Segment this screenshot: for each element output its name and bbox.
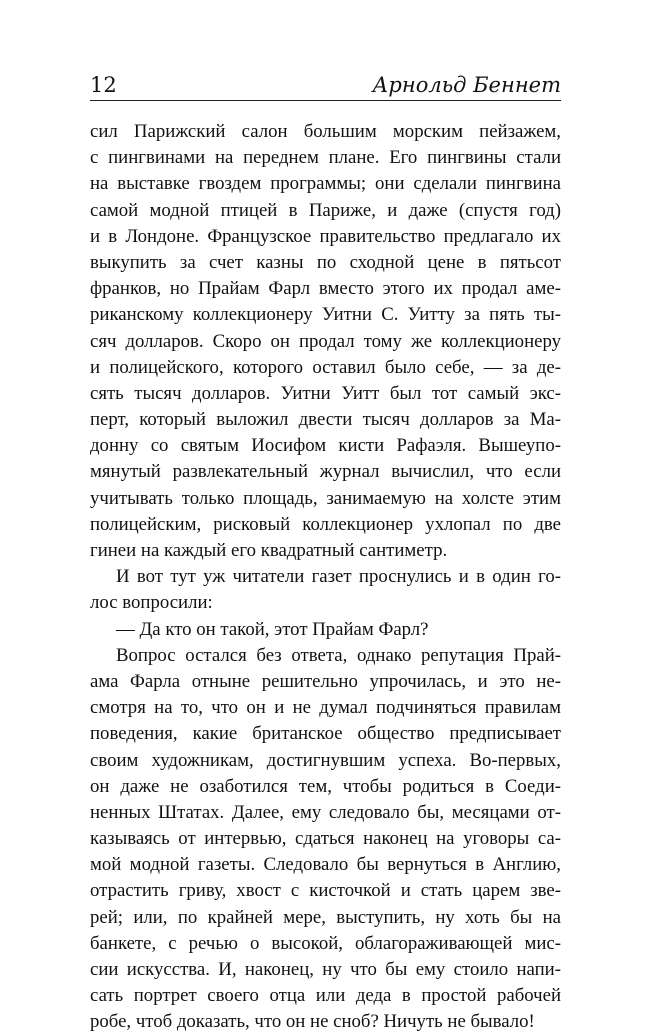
text-line: сил Парижский салон большим морским пейзажем,	[90, 121, 561, 142]
text-line: самой модной птицей в Париже, и даже (спустя год)	[90, 199, 561, 221]
text-line: полицейским, рисковый коллекционер ухлопал по две	[90, 513, 561, 535]
text-line: робе, чтоб доказать, что он не сноб? Ничуть не бывало!	[90, 1011, 535, 1033]
text-line: банкете, с речью о высокой, облагораживающей мис-	[90, 932, 561, 954]
text-line: он даже не озаботился тем, чтобы родиться в Соеди-	[90, 775, 561, 797]
text-line: смотря на то, что он и не думал подчиняться правилам	[90, 697, 561, 719]
text-line: И вот тут уж читатели газет проснулись и в один го-	[116, 566, 561, 588]
header-rule	[90, 100, 561, 101]
text-line: ама Фарла отныне решительно упрочилась, и это не-	[90, 670, 561, 692]
text-line: и в Лондоне. Французское правительство предлагало их	[90, 225, 561, 247]
text-line: ненных Штатах. Далее, ему следовало бы, месяцами от-	[90, 801, 561, 823]
text-line: франков, но Прайам Фарл вместо этого их продал аме-	[90, 278, 561, 300]
page-number: 12	[90, 73, 117, 97]
text-line: лос вопросили:	[90, 592, 213, 614]
text-line: сии искусства. И, наконец, ну что бы ему стоило напи-	[90, 959, 561, 980]
page-header	[90, 63, 561, 101]
text-line: учитывать только площадь, занимаемую на холсте этим	[90, 487, 561, 509]
text-line: рей; или, по крайней мере, выступить, ну хоть бы на	[90, 906, 561, 928]
text-line: — Да кто он такой, этот Прайам Фарл?	[116, 618, 429, 640]
text-line: и полицейского, которого оставил было себе, — за де-	[90, 356, 561, 378]
text-line: выкупить за счет казны по сходной цене в пятьсот	[90, 251, 561, 273]
text-line: сать портрет своего отца или деда в простой рабочей	[90, 985, 561, 1007]
text-line: донну со святым Иосифом кисти Рафаэля. Вышеупо-	[90, 435, 561, 457]
text-line: гинеи на каждый его квадратный сантиметр.	[90, 540, 448, 561]
text-line: отрастить гриву, хвост с кисточкой и стать царем зве-	[90, 880, 561, 902]
text-line: казываясь от интервью, сдаться наконец на уговоры са-	[90, 828, 561, 850]
text-line: сять тысяч долларов. Уитни Уитт был тот самый экс-	[90, 382, 561, 404]
text-line: мой модной газеты. Следовало бы вернуться в Англию,	[90, 854, 561, 876]
text-line: поведения, какие британское общество предписывает	[90, 723, 561, 745]
text-line: сяч долларов. Скоро он продал тому же коллекционеру	[90, 330, 561, 352]
text-line: с пингвинами на переднем плане. Его пингвины стали	[90, 147, 561, 169]
body-text	[90, 119, 561, 1036]
text-line: мянутый развлекательный журнал вычислил, что если	[90, 461, 561, 483]
text-line: перт, который выложил двести тысяч долларов за Ма-	[90, 409, 561, 431]
text-line: своим художникам, достигнувшим успеха. Во-первых,	[90, 749, 561, 771]
running-title: Арнольд Беннет	[372, 73, 561, 97]
text-line: риканскому коллекционеру Уитни С. Уитту за пять ты-	[90, 304, 561, 326]
text-line: на выставке гвоздем программы; они сделали пингвина	[90, 173, 561, 195]
text-line: Вопрос остался без ответа, однако репутация Прай-	[116, 644, 561, 666]
